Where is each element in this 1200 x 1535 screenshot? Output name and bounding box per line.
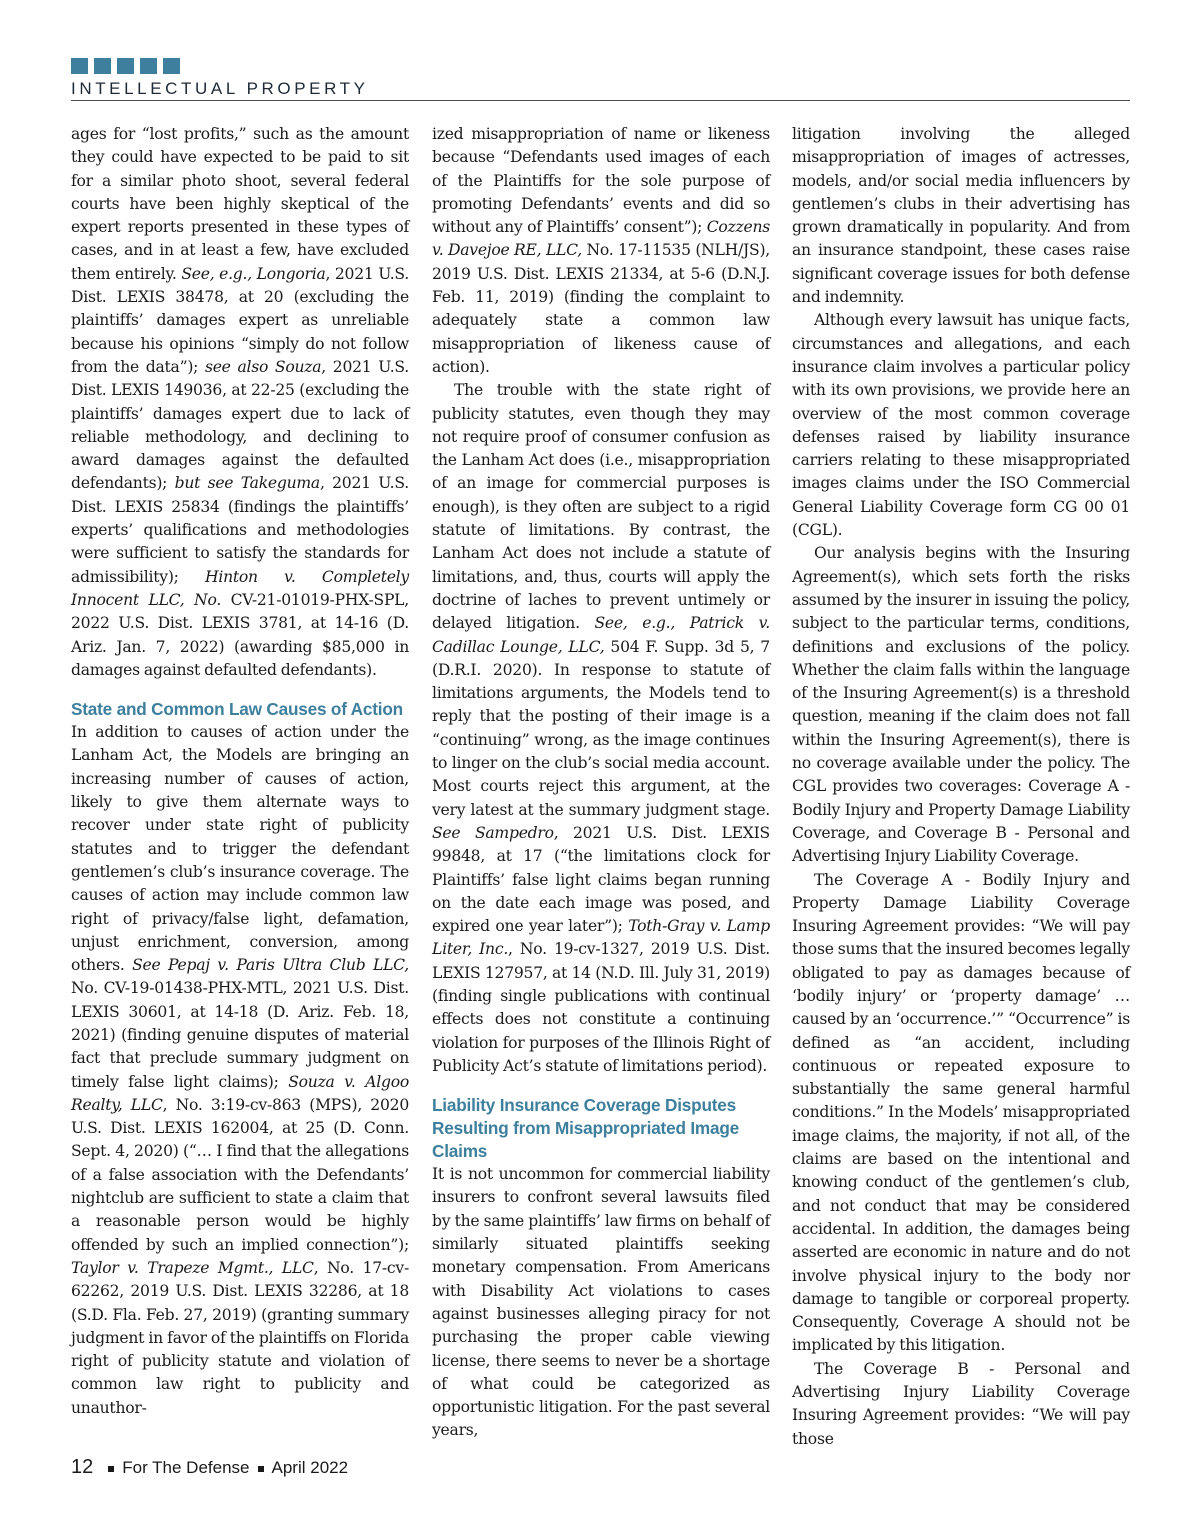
marker-square [163, 58, 180, 74]
column-3 [792, 123, 1130, 1451]
paragraph: It is not uncommon for commercial liability insurers to confront several lawsuits filed by the same plaintiffs’ law firms on behalf of similarly situated plaintiffs seeking monetary compensation. From Americans with Disability Act violations to cases against businesses alleging piracy for not purchasing the proper cable viewing license, there seems to never be a shortage of what could be categorized as opportunistic litigation. For the past several years, [432, 1165, 770, 1440]
column-2 [432, 123, 770, 1443]
paragraph: In addition to causes of action under the Lanham Act, the Models are bringing an increasing number of causes of action, likely to give them alternate ways to recover under state right of publicity statutes and to trigger the defendant gentlemen’s club’s insurance coverage. The causes of action may include common law right of privacy/false light, defamation, unjust enrichment, conversion, among others. See Pepaj v. Paris Ultra Club LLC, No. CV-19-01438-PHX-MTL, 2021 U.S. Dist. LEXIS 30601, at 14-18 (D. Ariz. Feb. 18, 2021) (finding genuine disputes of material fact that preclude summary judgment on timely false light claims); Souza v. Algoo Realty, LLC, No. 3:19-cv-863 (MPS), 2020 U.S. Dist. LEXIS 162004, at 25 (D. Conn. Sept. 4, 2020) (“… I find that the allegations of a false association with the Defendants’ nightclub are sufficient to state a claim that a reasonable person would be highly offended by such an implied connection”); Taylor v. Trapeze Mgmt., LLC, No. 17-cv-62262, 2019 U.S. Dist. LEXIS 32286, at 18 (S.D. Fla. Feb. 27, 2019) (granting summary judgment in favor of the plaintiffs on Florida right of publicity statute and violation of common law right to publicity and unauthor- [71, 723, 410, 1417]
section-marker-squares [71, 58, 180, 74]
section-heading: Liability Insurance Coverage Disputes Resulting from Misappropriated Image Claims [432, 1095, 739, 1162]
marker-square [94, 58, 111, 74]
publication-name: For The Defense [122, 1458, 250, 1477]
paragraph: The trouble with the state right of publicity statutes, even though they may not require proof of consumer confusion as the Lanham Act does (i.e., misappropriation of an image for commercial purposes is enough), is they often are subject to a rigid statute of limitations. By contrast, the Lanham Act does not include a statute of limitations, and, thus, courts will apply the doctrine of laches to prevent untimely or delayed litigation. See, e.g., Patrick v. Cadillac Lounge, LLC, 504 F. Supp. 3d 5, 7 (D.R.I. 2020). In response to statute of limitations arguments, the Models tend to reply that the posting of their image is a “continuing” wrong, as the image continues to linger on the club’s social media account. Most courts reject this argument, at the very latest at the summary judgment stage. See Sampedro, 2021 U.S. Dist. LEXIS 99848, at 17 (“the limitations clock for Plaintiffs’ false light claims began running on the date each image was posed, and expired one year later”); Toth-Gray v. Lamp Liter, Inc., No. 19-cv-1327, 2019 U.S. Dist. LEXIS 127957, at 14 (N.D. Ill. July 31, 2019) (finding single publications with continual effects does not constitute a continuing violation for purposes of the Illinois Right of Publicity Act’s statute of limitations period). [432, 381, 770, 1075]
marker-square [117, 58, 134, 74]
paragraph: ages for “lost profits,” such as the amount they could have expected to be paid to sit for a similar photo shoot, several federal courts have been highly skeptical of the expert reports presented in these types of cases, and in at least a few, have excluded them entirely. See, e.g., Longoria, 2021 U.S. Dist. LEXIS 38478, at 20 (excluding the plaintiffs’ damages expert as unreliable because his opinions “simply do not follow from the data”); see also Souza, 2021 U.S. Dist. LEXIS 149036, at 22-25 (excluding the plaintiffs’ damages expert due to lack of reliable methodology, and declining to award damages against the defaulted defendants); but see Takeguma, 2021 U.S. Dist. LEXIS 25834 (findings the plaintiffs’ experts’ qualifications and methodologies were sufficient to satisfy the standards for admissibility); Hinton v. Completely Innocent LLC, No. CV-21-01019-PHX-SPL, 2022 U.S. Dist. LEXIS 3781, at 14-16 (D. Ariz. Jan. 7, 2022) (awarding $85,000 in damages against defaulted defendants). [71, 125, 409, 679]
bullet-separator [258, 1466, 264, 1472]
section-label: INTELLECTUAL PROPERTY [71, 79, 369, 98]
paragraph: litigation involving the alleged misappropriation of images of actresses, models, and/or social media influencers by gentlemen’s clubs in their advertising has grown dramatically in popularity. And from an insurance standpoint, these cases raise significant coverage issues for both defense and indemnity. [792, 125, 1130, 307]
column-1 [71, 123, 409, 1420]
page-footer [71, 1456, 348, 1479]
paragraph: Our analysis begins with the Insuring Agreement(s), which sets forth the risks assumed by the insurer in issuing the policy, subject to the particular terms, conditions, definitions and exclusions of the policy. Whether the claim falls within the language of the Insuring Agreement(s) is a threshold question, meaning if the claim does not fall within the Insuring Agreement(s), there is no coverage available under the policy. The CGL provides two coverages: Coverage A - Bodily Injury and Property Damage Liability Coverage, and Coverage B - Personal and Advertising Injury Liability Coverage. [792, 544, 1130, 866]
paragraph: The Coverage B - Personal and Advertising Injury Liability Coverage Insuring Agreement provides: “We will pay those [792, 1359, 1130, 1448]
bullet-separator [108, 1466, 114, 1472]
paragraph: ized misappropriation of name or likeness because “Defendants used images of each of the Plaintiffs for the sole purpose of promoting Defendants’ events and did so without any of Plaintiffs’ consent”); Cozzens v. Davejoe RE, LLC, No. 17-11535 (NLH/JS), 2019 U.S. Dist. LEXIS 21334, at 5-6 (D.N.J. Feb. 11, 2019) (finding the complaint to adequately state a common law misappropriation of likeness cause of action). [432, 125, 770, 376]
issue-date: April 2022 [271, 1458, 349, 1477]
marker-square [71, 58, 88, 74]
header-rule [71, 100, 1130, 101]
section-heading: State and Common Law Causes of Action [71, 699, 403, 720]
page-number: 12 [71, 1456, 94, 1478]
paragraph: The Coverage A - Bodily Injury and Property Damage Liability Coverage Insuring Agreement provides: “We will pay those sums that the insured becomes legally obligated to pay as damages because of ‘bodily injury’ or ‘property damage’ … caused by an ‘occurrence.’” “Occurrence” is defined as “an accident, including continuous or repeated exposure to substantially the same general harmful conditions.” In the Models’ misappropriated image claims, the majority, if not all, of the claims are based on the intentional and knowing conduct of the gentlemen’s club, and not conduct that may be considered accidental. In addition, the damages being asserted are economic in nature and do not involve physical injury to the body nor damage to tangible or corporeal property. Consequently, Coverage A should not be implicated by this litigation. [792, 870, 1130, 1355]
paragraph: Although every lawsuit has unique facts, circumstances and allegations, and each insurance claim involves a particular policy with its own provisions, we provide here an overview of the most common coverage defenses raised by liability insurance carriers relating to these misappropriated images claims under the ISO Commercial General Liability Coverage form CG 00 01 (CGL). [792, 311, 1130, 540]
marker-square [140, 58, 157, 74]
